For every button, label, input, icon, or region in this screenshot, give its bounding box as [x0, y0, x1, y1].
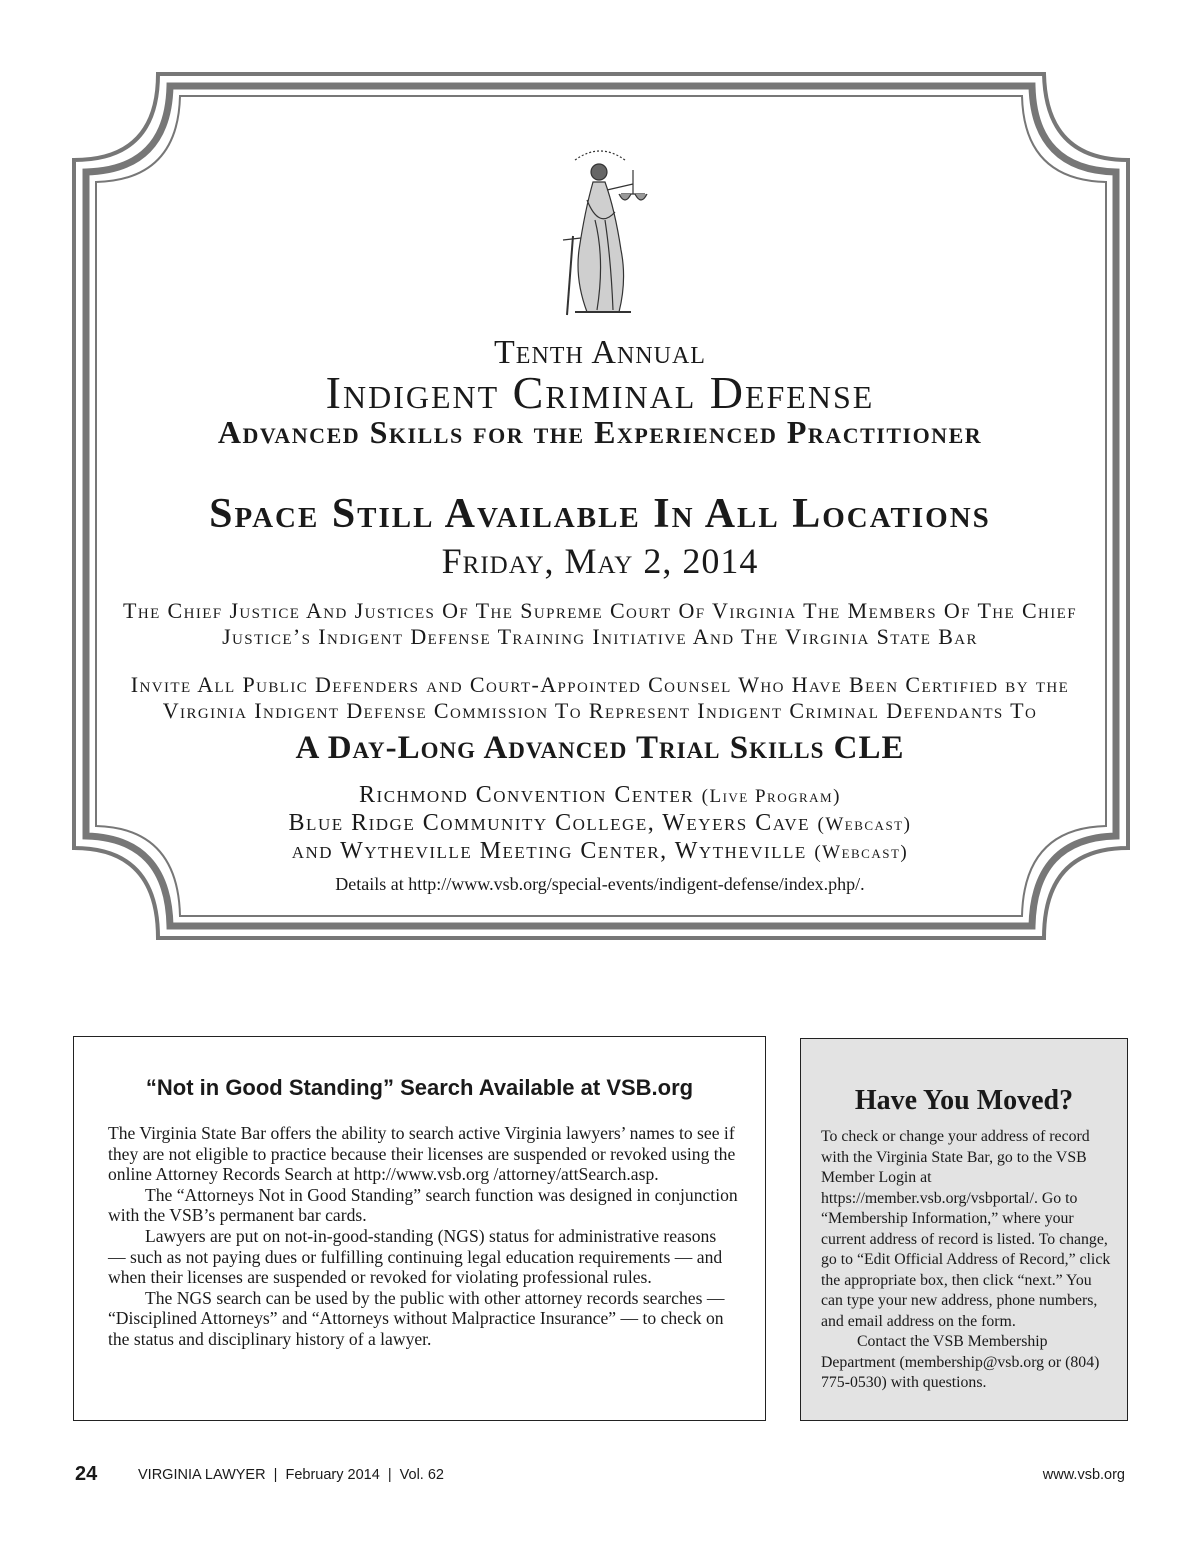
moved-notice-body [821, 1127, 1113, 1394]
event-subtitle: Advanced Skills for the Experienced Practitioner [217, 414, 983, 450]
location-item [0, 782, 1200, 810]
ngs-article-title: “Not in Good Standing” Search Available at VSB.org [145, 1075, 694, 1100]
location-item [0, 838, 1200, 866]
event-title: Indigent Criminal Defense [325, 367, 875, 418]
details-link[interactable]: Details at http://www.vsb.org/special-events/indigent-defense/index.php/. [335, 874, 865, 894]
ngs-article-box [73, 1036, 766, 1421]
ngs-paragraph: Lawyers are put on not-in-good-standing (NGS) status for administrative reasons — such as not paying dues or fulfilling continuing legal education requirements — and when their licenses are suspended or revoked for violating professional rules. [108, 1225, 723, 1288]
invitation-line-1: Invite All Public Defenders and Court-Appointed Counsel Who Have Been Certified by the [130, 672, 1070, 697]
cle-heading: A Day-Long Advanced Trial Skills CLE [295, 730, 905, 766]
location-item [0, 810, 1200, 838]
hosts-line-1: The Chief Justice And Justices Of The Supreme Court Of Virginia The Members Of The Chief [123, 598, 1077, 623]
moved-paragraph: To check or change your address of record with the Virginia State Bar, go to the VSB Member Login at https://member.vsb.org/vsbportal/. Go to “Membership Information,” where your current address of record is listed. To change, go to “Edit Official Address of Record,” click the appropriate box, then click “next.” You can type your new address, phone numbers, and email address on the form. [821, 1128, 1111, 1330]
event-overline: Tenth Annual [494, 334, 706, 371]
ngs-paragraph: The NGS search can be used by the public with other attorney records searches — “Disciplined Attorneys” and “Attorneys without Malpractice Insurance” — to check on the status and disciplinary history of a lawyer. [108, 1287, 725, 1349]
invitation-text [96, 672, 1104, 724]
moved-notice-title: Have You Moved? [854, 1085, 1074, 1116]
hosts-line-2: Justice’s Indigent Defense Training Initiative And The Virginia State Bar [222, 624, 978, 649]
availability-heading: Space Still Available In All Locations [209, 491, 991, 537]
invitation-line-2: Virginia Indigent Defense Commission To Represent Indigent Criminal Defendants To [162, 698, 1038, 723]
moved-notice-box [800, 1038, 1128, 1421]
page-number: 24 [75, 1463, 98, 1485]
lady-justice-illustration [535, 140, 665, 320]
location-name: Richmond Convention Center [359, 782, 695, 808]
location-note: (Webcast) [817, 814, 912, 835]
location-name: Blue Ridge Community College, Weyers Cave [288, 810, 811, 836]
locations-list [0, 782, 1200, 866]
location-note: (Live Program) [701, 786, 841, 807]
hosts-text [96, 598, 1104, 650]
ngs-article-body [108, 1123, 738, 1350]
location-name: and Wytheville Meeting Center, Wytheville [291, 838, 807, 864]
ngs-paragraph: The Virginia State Bar offers the ability to search active Virginia lawyers’ names to see if they are not eligible to practice because their licenses are suspended or revoked using the online Attorney Records Search at http://www.vsb.org /attorney/attSearch.asp. [108, 1123, 736, 1185]
moved-paragraph: Contact the VSB Membership Department (membership@vsb.org or (804) 775-0530) with questions. [821, 1333, 1100, 1391]
publication-info: VIRGINIA LAWYER | February 2014 | Vol. 62 [138, 1467, 444, 1483]
ngs-paragraph: The “Attorneys Not in Good Standing” search function was designed in conjunction with the VSB’s permanent bar cards. [108, 1184, 738, 1226]
site-url[interactable]: www.vsb.org [1042, 1467, 1125, 1483]
event-date: Friday, May 2, 2014 [441, 541, 759, 581]
location-note: (Webcast) [814, 842, 909, 863]
